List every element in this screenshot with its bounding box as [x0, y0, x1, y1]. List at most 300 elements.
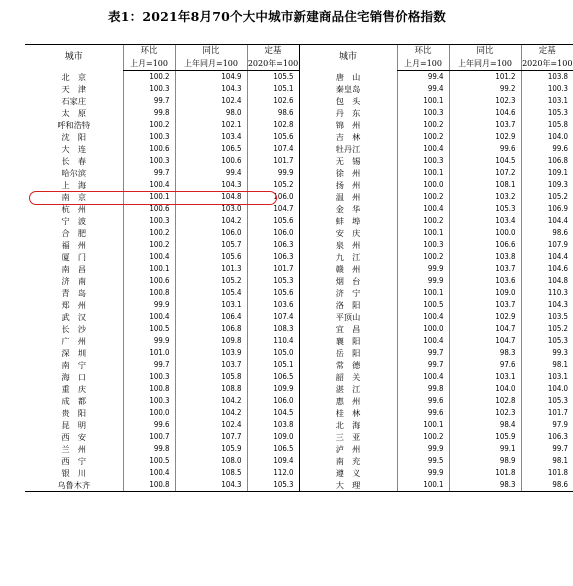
table-row — [25, 179, 573, 191]
mom-cell: 100.2 — [123, 239, 175, 251]
base-cell: 104.0 — [521, 383, 573, 395]
base-cell: 98.1 — [521, 359, 573, 371]
base-cell: 112.0 — [247, 467, 299, 479]
city-cell: 乌鲁木齐 — [25, 479, 123, 492]
mom-cell: 100.5 — [397, 299, 449, 311]
mom-cell: 100.2 — [397, 215, 449, 227]
yoy-cell: 100.0 — [449, 227, 521, 239]
base-cell: 106.3 — [521, 431, 573, 443]
city-cell: 岳 阳 — [299, 347, 397, 359]
city-cell: 南 充 — [299, 455, 397, 467]
base-cell: 103.1 — [521, 95, 573, 107]
base-cell: 105.3 — [521, 107, 573, 119]
mom-cell: 100.1 — [397, 287, 449, 299]
table-row — [25, 191, 573, 203]
mom-subheader: 上月=100 — [397, 58, 449, 71]
mom-cell: 100.8 — [123, 383, 175, 395]
city-cell: 常 德 — [299, 359, 397, 371]
yoy-cell: 100.6 — [175, 155, 247, 167]
page-title: 表1：2021年8月70个大中城市新建商品住宅销售价格指数 — [108, 9, 446, 24]
mom-cell: 99.9 — [123, 299, 175, 311]
base-cell: 103.6 — [247, 299, 299, 311]
city-cell: 温 州 — [299, 191, 397, 203]
mom-cell: 100.4 — [397, 371, 449, 383]
base-cell: 105.1 — [247, 359, 299, 371]
mom-subheader: 上月=100 — [123, 58, 175, 71]
yoy-cell: 107.2 — [449, 167, 521, 179]
base-cell: 106.3 — [247, 239, 299, 251]
table-row — [25, 455, 573, 467]
yoy-cell: 102.1 — [175, 119, 247, 131]
city-cell: 秦皇岛 — [299, 83, 397, 95]
city-column-header: 城市 — [299, 45, 397, 71]
mom-cell: 100.2 — [397, 431, 449, 443]
table-row — [25, 227, 573, 239]
mom-cell: 100.4 — [397, 203, 449, 215]
city-cell: 银 川 — [61, 468, 87, 478]
mom-cell: 100.1 — [123, 191, 175, 203]
base-cell: 107.9 — [521, 239, 573, 251]
base-cell: 104.7 — [247, 203, 299, 215]
base-cell: 105.3 — [247, 275, 299, 287]
yoy-cell: 104.3 — [175, 179, 247, 191]
base-cell: 108.3 — [247, 323, 299, 335]
base-cell: 107.4 — [247, 311, 299, 323]
table-row — [25, 107, 573, 119]
city-cell: 三 亚 — [299, 431, 397, 443]
table-row — [25, 299, 573, 311]
table-row — [25, 275, 573, 287]
mom-cell: 100.6 — [123, 275, 175, 287]
city-cell: 成 都 — [61, 396, 87, 406]
base-cell: 105.6 — [247, 287, 299, 299]
yoy-cell: 103.6 — [449, 275, 521, 287]
base-cell: 106.3 — [247, 251, 299, 263]
mom-cell: 100.7 — [123, 431, 175, 443]
yoy-column-header: 同比 — [175, 45, 247, 59]
mom-cell: 99.6 — [397, 407, 449, 419]
city-cell: 太 原 — [61, 108, 87, 118]
table-body — [25, 71, 573, 492]
mom-cell: 100.2 — [123, 227, 175, 239]
base-cell: 104.4 — [521, 215, 573, 227]
mom-cell: 99.7 — [397, 347, 449, 359]
yoy-cell: 99.6 — [449, 143, 521, 155]
yoy-cell: 105.4 — [175, 287, 247, 299]
city-cell: 吉 林 — [299, 131, 397, 143]
base-cell: 101.8 — [521, 467, 573, 479]
base-cell: 104.5 — [247, 407, 299, 419]
yoy-cell: 104.7 — [449, 335, 521, 347]
city-cell: 兰 州 — [61, 444, 87, 454]
table-row — [25, 383, 573, 395]
base-cell: 97.9 — [521, 419, 573, 431]
mom-cell: 99.7 — [397, 359, 449, 371]
city-cell: 扬 州 — [299, 179, 397, 191]
base-cell: 104.6 — [521, 263, 573, 275]
yoy-cell: 105.9 — [175, 443, 247, 455]
base-cell: 107.4 — [247, 143, 299, 155]
city-cell: 九 江 — [299, 251, 397, 263]
table-row — [25, 95, 573, 107]
city-cell: 南 昌 — [61, 264, 87, 274]
city-cell: 北 海 — [299, 419, 397, 431]
city-cell: 桂 林 — [299, 407, 397, 419]
base-cell: 109.9 — [247, 383, 299, 395]
mom-cell: 100.3 — [397, 239, 449, 251]
table-row — [25, 419, 573, 431]
mom-cell: 100.4 — [123, 311, 175, 323]
mom-cell: 100.4 — [397, 143, 449, 155]
mom-cell: 99.8 — [123, 107, 175, 119]
yoy-subheader: 上年同月=100 — [449, 58, 521, 71]
mom-cell: 99.8 — [123, 443, 175, 455]
yoy-cell: 98.3 — [449, 479, 521, 492]
city-cell: 金 华 — [299, 203, 397, 215]
mom-cell: 100.4 — [397, 335, 449, 347]
yoy-cell: 103.7 — [175, 359, 247, 371]
table-row — [25, 251, 573, 263]
city-cell: 牡丹江 — [299, 143, 397, 155]
base-cell: 100.3 — [521, 83, 573, 95]
base-column-header: 定基 — [247, 45, 299, 59]
city-cell: 福 州 — [61, 240, 87, 250]
city-cell: 西 宁 — [61, 456, 87, 466]
base-cell: 99.6 — [521, 143, 573, 155]
yoy-cell: 102.4 — [175, 419, 247, 431]
yoy-cell: 101.3 — [175, 263, 247, 275]
base-cell: 104.3 — [521, 299, 573, 311]
yoy-cell: 104.3 — [175, 479, 247, 492]
yoy-cell: 102.3 — [449, 407, 521, 419]
mom-cell: 100.1 — [397, 95, 449, 107]
mom-cell: 100.1 — [123, 263, 175, 275]
yoy-cell: 104.9 — [175, 71, 247, 84]
yoy-cell: 103.9 — [175, 347, 247, 359]
yoy-cell: 106.4 — [175, 311, 247, 323]
base-cell: 106.5 — [247, 443, 299, 455]
city-cell: 北 京 — [61, 71, 87, 82]
mom-cell: 100.3 — [123, 131, 175, 143]
yoy-cell: 103.1 — [175, 299, 247, 311]
table-row — [25, 131, 573, 143]
city-cell: 南 宁 — [61, 360, 87, 370]
mom-cell: 99.6 — [123, 419, 175, 431]
yoy-cell: 108.1 — [449, 179, 521, 191]
yoy-cell: 103.0 — [175, 203, 247, 215]
city-cell: 惠 州 — [299, 395, 397, 407]
mom-cell: 100.2 — [123, 71, 175, 84]
base-cell: 110.4 — [247, 335, 299, 347]
table-row — [25, 371, 573, 383]
city-cell: 济 南 — [61, 276, 87, 286]
table-row — [25, 467, 573, 479]
base-cell: 98.6 — [247, 107, 299, 119]
table-row — [25, 359, 573, 371]
city-cell: 大 连 — [61, 144, 87, 154]
mom-cell: 99.9 — [123, 335, 175, 347]
table-row — [25, 287, 573, 299]
mom-cell: 100.2 — [397, 251, 449, 263]
yoy-cell: 102.4 — [175, 95, 247, 107]
mom-cell: 99.4 — [397, 83, 449, 95]
yoy-cell: 103.4 — [449, 215, 521, 227]
mom-column-header: 环比 — [123, 45, 175, 59]
mom-cell: 99.5 — [397, 455, 449, 467]
mom-cell: 100.6 — [123, 203, 175, 215]
base-cell: 99.3 — [521, 347, 573, 359]
base-subheader: 2020年=100 — [247, 58, 299, 71]
yoy-column-header: 同比 — [449, 45, 521, 59]
base-column-header: 定基 — [521, 45, 573, 59]
mom-cell: 99.9 — [397, 467, 449, 479]
yoy-cell: 104.5 — [449, 155, 521, 167]
base-cell: 99.9 — [247, 167, 299, 179]
yoy-cell: 99.2 — [449, 83, 521, 95]
base-cell: 103.1 — [521, 371, 573, 383]
mom-cell: 100.0 — [397, 179, 449, 191]
city-cell: 韶 关 — [299, 371, 397, 383]
yoy-cell: 107.7 — [175, 431, 247, 443]
mom-cell: 100.3 — [123, 155, 175, 167]
yoy-cell: 104.8 — [175, 191, 247, 203]
mom-cell: 99.9 — [397, 263, 449, 275]
mom-cell: 100.3 — [123, 371, 175, 383]
mom-cell: 100.8 — [123, 479, 175, 492]
base-cell: 105.0 — [247, 347, 299, 359]
city-cell: 锦 州 — [299, 119, 397, 131]
base-cell: 105.8 — [521, 119, 573, 131]
yoy-cell: 108.8 — [175, 383, 247, 395]
city-cell: 无 锡 — [299, 155, 397, 167]
city-cell: 济 宁 — [299, 287, 397, 299]
city-cell: 宁 波 — [61, 216, 87, 226]
table-row — [25, 119, 573, 131]
mom-cell: 100.0 — [397, 323, 449, 335]
yoy-cell: 104.3 — [175, 83, 247, 95]
base-cell: 103.5 — [521, 311, 573, 323]
mom-cell: 100.4 — [123, 179, 175, 191]
mom-cell: 99.4 — [397, 71, 449, 84]
mom-cell: 100.4 — [123, 467, 175, 479]
mom-cell: 99.9 — [397, 275, 449, 287]
table-row — [25, 407, 573, 419]
price-index-table-container — [25, 44, 573, 492]
yoy-cell: 105.2 — [175, 275, 247, 287]
mom-cell: 100.3 — [123, 215, 175, 227]
yoy-cell: 105.9 — [449, 431, 521, 443]
mom-cell: 100.3 — [123, 395, 175, 407]
table-row — [25, 311, 573, 323]
mom-cell: 100.0 — [123, 407, 175, 419]
base-cell: 105.3 — [521, 395, 573, 407]
yoy-cell: 105.7 — [175, 239, 247, 251]
base-cell: 105.6 — [247, 215, 299, 227]
yoy-cell: 102.3 — [449, 95, 521, 107]
city-cell: 丹 东 — [299, 107, 397, 119]
base-cell: 105.2 — [521, 323, 573, 335]
table-row — [25, 167, 573, 179]
table-row — [25, 335, 573, 347]
city-cell: 包 头 — [299, 95, 397, 107]
table-row — [25, 83, 573, 95]
yoy-cell: 104.2 — [175, 407, 247, 419]
city-cell: 哈尔滨 — [61, 168, 87, 178]
yoy-cell: 103.7 — [449, 299, 521, 311]
base-cell: 103.8 — [247, 419, 299, 431]
base-cell: 98.6 — [521, 227, 573, 239]
city-cell: 合 肥 — [61, 228, 87, 238]
yoy-cell: 98.9 — [449, 455, 521, 467]
table-row — [25, 347, 573, 359]
mom-cell: 99.9 — [397, 443, 449, 455]
yoy-cell: 104.7 — [449, 323, 521, 335]
city-cell: 重 庆 — [61, 384, 87, 394]
table-row — [25, 443, 573, 455]
yoy-cell: 106.8 — [175, 323, 247, 335]
mom-cell: 100.3 — [123, 83, 175, 95]
base-cell: 106.5 — [247, 371, 299, 383]
yoy-cell: 102.9 — [449, 311, 521, 323]
base-cell: 105.2 — [247, 179, 299, 191]
base-cell: 105.3 — [521, 335, 573, 347]
base-cell: 105.6 — [247, 131, 299, 143]
city-cell: 蚌 埠 — [299, 215, 397, 227]
base-cell: 105.1 — [247, 83, 299, 95]
city-cell: 湛 江 — [299, 383, 397, 395]
yoy-cell: 99.1 — [449, 443, 521, 455]
yoy-cell: 104.6 — [449, 107, 521, 119]
yoy-cell: 105.3 — [449, 203, 521, 215]
yoy-cell: 102.8 — [449, 395, 521, 407]
yoy-cell: 99.4 — [175, 167, 247, 179]
yoy-cell: 109.8 — [175, 335, 247, 347]
base-cell: 104.8 — [521, 275, 573, 287]
mom-cell: 100.1 — [397, 167, 449, 179]
mom-cell: 101.0 — [123, 347, 175, 359]
city-cell: 上 海 — [61, 180, 87, 190]
table-row — [25, 155, 573, 167]
mom-cell: 100.4 — [397, 311, 449, 323]
mom-cell: 100.4 — [123, 251, 175, 263]
city-cell: 泸 州 — [299, 443, 397, 455]
yoy-cell: 98.4 — [449, 419, 521, 431]
mom-cell: 100.8 — [123, 287, 175, 299]
base-cell: 103.8 — [521, 71, 573, 84]
table-row — [25, 479, 573, 492]
table-row — [25, 143, 573, 155]
base-subheader: 2020年=100 — [521, 58, 573, 71]
base-cell: 102.6 — [247, 95, 299, 107]
mom-cell: 100.6 — [123, 143, 175, 155]
base-cell: 109.3 — [521, 179, 573, 191]
city-cell: 郑 州 — [61, 300, 87, 310]
base-cell: 104.0 — [521, 131, 573, 143]
yoy-cell: 103.1 — [449, 371, 521, 383]
city-cell: 长 春 — [61, 156, 87, 166]
base-cell: 105.2 — [521, 191, 573, 203]
yoy-cell: 101.8 — [449, 467, 521, 479]
table-row — [25, 71, 573, 84]
base-cell: 98.6 — [521, 479, 573, 492]
yoy-cell: 103.7 — [449, 263, 521, 275]
city-cell: 青 岛 — [61, 288, 87, 298]
base-cell: 109.4 — [247, 455, 299, 467]
base-cell: 101.7 — [247, 155, 299, 167]
mom-cell: 99.6 — [397, 395, 449, 407]
yoy-cell: 105.6 — [175, 251, 247, 263]
table-row — [25, 203, 573, 215]
city-cell: 广 州 — [61, 336, 87, 346]
mom-cell: 100.1 — [397, 479, 449, 492]
base-cell: 106.8 — [521, 155, 573, 167]
table-row — [25, 215, 573, 227]
base-cell: 101.7 — [521, 407, 573, 419]
base-cell: 98.1 — [521, 455, 573, 467]
city-cell: 石家庄 — [61, 96, 87, 106]
table-row — [25, 239, 573, 251]
yoy-cell: 97.6 — [449, 359, 521, 371]
mom-cell: 100.2 — [123, 119, 175, 131]
base-cell: 109.1 — [521, 167, 573, 179]
yoy-cell: 103.7 — [449, 119, 521, 131]
yoy-subheader: 上年同月=100 — [175, 58, 247, 71]
city-cell: 贵 阳 — [61, 408, 87, 418]
city-cell: 深 圳 — [61, 348, 87, 358]
mom-cell: 100.5 — [123, 455, 175, 467]
mom-cell: 99.8 — [397, 383, 449, 395]
city-cell: 遵 义 — [299, 467, 397, 479]
city-cell: 呼和浩特 — [57, 120, 91, 130]
yoy-cell: 106.0 — [175, 227, 247, 239]
city-cell: 唐 山 — [299, 71, 397, 84]
mom-cell: 99.7 — [123, 167, 175, 179]
table-header — [25, 45, 573, 71]
base-cell: 105.5 — [247, 71, 299, 84]
yoy-cell: 106.5 — [175, 143, 247, 155]
table-row — [25, 431, 573, 443]
city-cell: 徐 州 — [299, 167, 397, 179]
base-cell: 101.7 — [247, 263, 299, 275]
city-cell: 沈 阳 — [61, 132, 87, 142]
yoy-cell: 109.0 — [449, 287, 521, 299]
mom-cell: 100.2 — [397, 191, 449, 203]
mom-cell: 100.2 — [397, 131, 449, 143]
base-cell: 110.3 — [521, 287, 573, 299]
mom-cell: 100.1 — [397, 227, 449, 239]
yoy-cell: 104.2 — [175, 215, 247, 227]
city-cell: 武 汉 — [61, 312, 87, 322]
yoy-cell: 105.8 — [175, 371, 247, 383]
mom-cell: 100.1 — [397, 419, 449, 431]
mom-cell: 99.7 — [123, 95, 175, 107]
city-cell: 海 口 — [61, 372, 87, 382]
yoy-cell: 104.2 — [175, 395, 247, 407]
base-cell: 106.0 — [247, 191, 299, 203]
city-cell: 襄 阳 — [299, 335, 397, 347]
city-cell: 西 安 — [61, 432, 87, 442]
table-row — [25, 323, 573, 335]
table-row — [25, 263, 573, 275]
table-row — [25, 395, 573, 407]
city-cell: 杭 州 — [61, 204, 87, 214]
mom-cell: 100.3 — [397, 155, 449, 167]
yoy-cell: 103.2 — [449, 191, 521, 203]
city-cell: 天 津 — [61, 84, 87, 94]
city-cell: 赣 州 — [299, 263, 397, 275]
base-cell: 99.7 — [521, 443, 573, 455]
city-cell: 大 理 — [299, 479, 397, 492]
